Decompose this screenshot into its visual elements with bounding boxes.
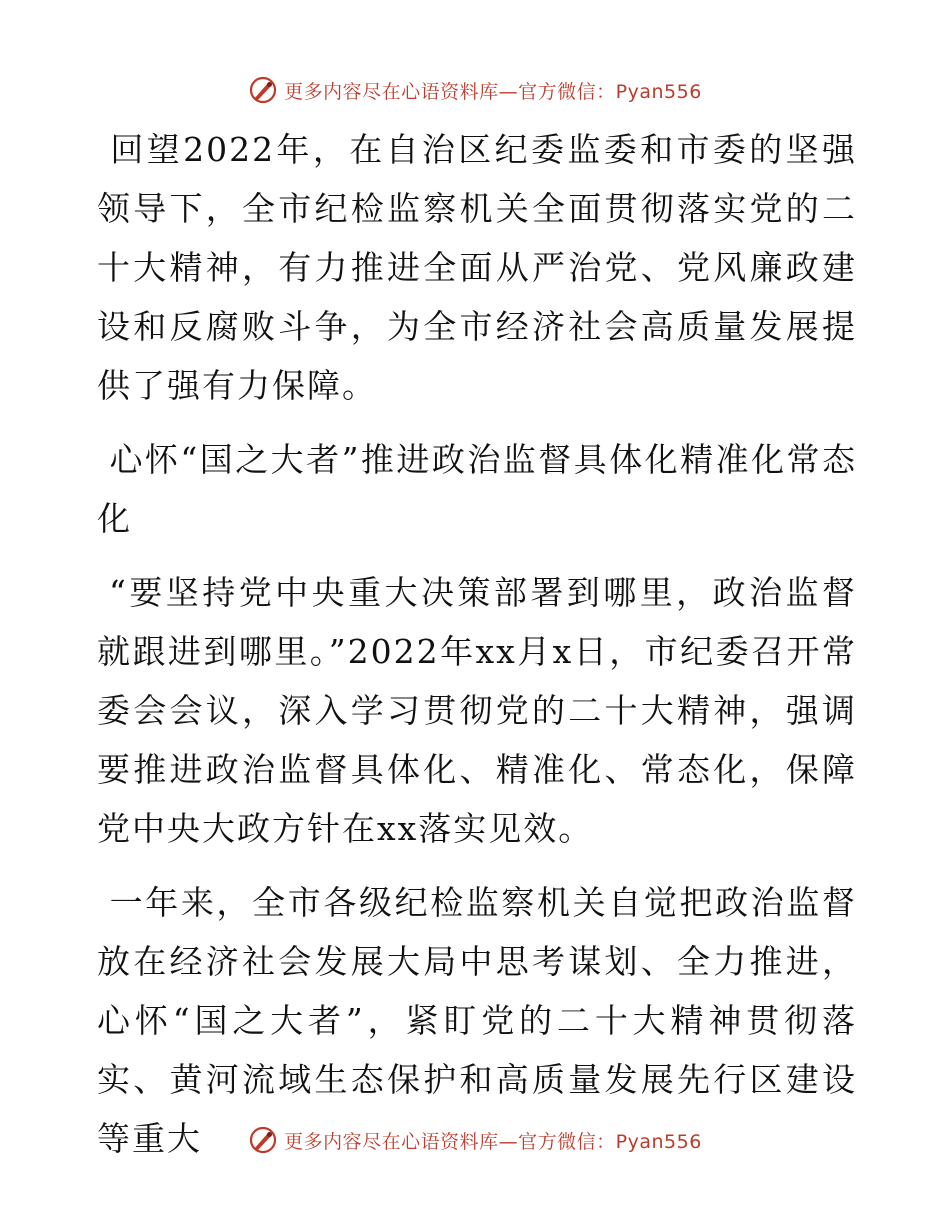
section-heading: 心怀“国之大者”推进政治监督具体化精准化常态化 — [97, 440, 857, 538]
pen-circle-logo-icon — [248, 1125, 278, 1155]
pen-circle-logo-icon — [248, 75, 278, 105]
paragraph-intro: 回望2022年，在自治区纪委监委和市委的坚强领导下，全市纪检监察机关全面贯彻落实党的二十大精神，有力推进全面从严治党、党风廉政建设和反腐败斗争，为全市经济社会高质量发展提供了强有力保障。 — [97, 130, 857, 405]
footer-banner-text: 更多内容尽在心语资料库—官方微信：Pyan556 — [284, 1130, 702, 1153]
header-banner — [0, 70, 950, 110]
paragraph-year-review: 一年来，全市各级纪检监察机关自觉把政治监督放在经济社会发展大局中思考谋划、全力推进，心怀“国之大者”，紧盯党的二十大精神贯彻落实、黄河流域生态保护和高质量发展先行区建设等重大 — [97, 883, 857, 1158]
paragraph-quote: “要坚持党中央重大决策部署到哪里，政治监督就跟进到哪里。”2022年xx月x日，市纪委召开常委会会议，深入学习贯彻党的二十大精神，强调要推进政治监督具体化、精准化、常态化，保障党中央大政方针在xx落实见效。 — [97, 573, 857, 848]
footer-banner — [0, 1120, 950, 1160]
document-body — [97, 120, 857, 1168]
header-banner-text: 更多内容尽在心语资料库—官方微信：Pyan556 — [284, 80, 702, 103]
